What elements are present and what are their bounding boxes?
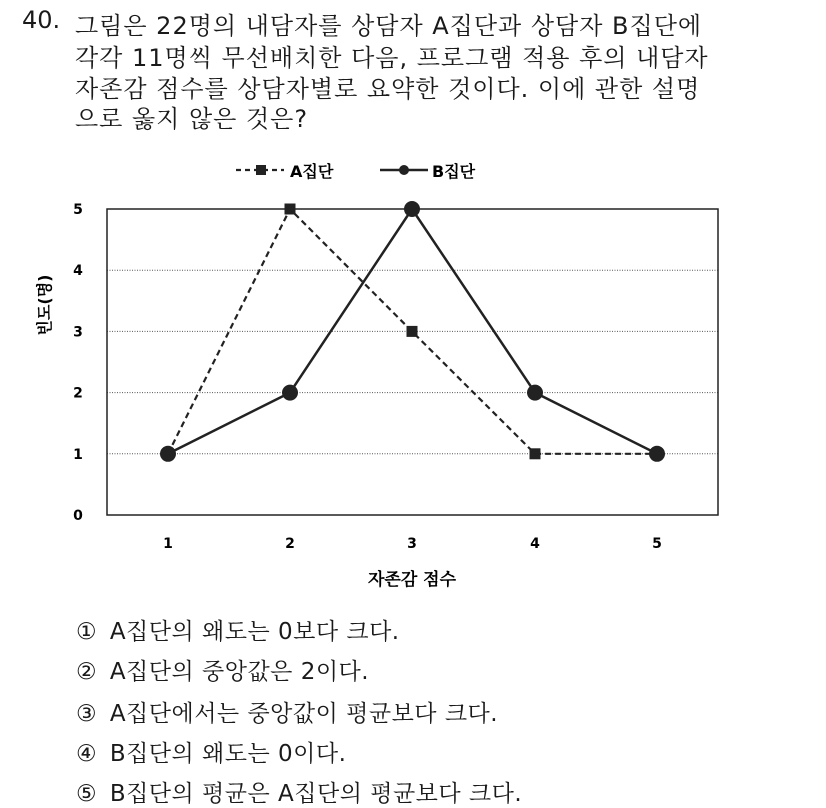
data-point-a: [407, 326, 418, 337]
x-tick-label: 3: [407, 536, 417, 552]
choice-2-text: A집단의 중앙값은 2이다.: [109, 659, 370, 685]
data-point-b: [649, 446, 665, 462]
question-line-1: 그림은 22명의 내담자를 상담자 A집단과 상담자 B집단에: [75, 12, 703, 40]
data-point-b: [404, 201, 420, 217]
x-axis-label: 자존감 점수: [367, 570, 457, 590]
choice-1-text: A집단의 왜도는 0보다 크다.: [109, 619, 400, 645]
choice-1[interactable]: [76, 613, 400, 646]
y-tick-label: 4: [73, 263, 83, 280]
question-line-3: 자존감 점수를 상담자별로 요약한 것이다. 이에 관한 설명: [75, 75, 701, 103]
data-point-b: [527, 385, 543, 401]
chart-legend: [236, 162, 476, 181]
y-tick-label: 1: [73, 446, 83, 463]
data-point-b: [282, 385, 298, 401]
choice-3-marker: ③: [76, 701, 98, 727]
y-axis-label: 빈도(명): [35, 274, 54, 336]
question-number: 40.: [22, 6, 61, 34]
choice-4-text: B집단의 왜도는 0이다.: [109, 741, 347, 767]
question-line-4: 으로 옳지 않은 것은?: [75, 105, 309, 133]
choice-1-marker: ①: [76, 619, 98, 645]
choice-4[interactable]: [76, 735, 346, 768]
legend-label-b: B집단: [432, 162, 476, 181]
x-tick-label: 2: [285, 536, 295, 552]
choice-3[interactable]: [76, 695, 498, 728]
x-tick-label: 4: [530, 536, 540, 552]
legend-marker-a: [256, 165, 266, 175]
y-tick-label: 5: [73, 202, 83, 218]
choice-2[interactable]: [76, 653, 369, 686]
choice-5-text: B집단의 평균은 A집단의 평균보다 크다.: [109, 781, 523, 807]
x-tick-label: 5: [652, 536, 662, 552]
choice-2-marker: ②: [76, 659, 98, 685]
y-tick-label: 2: [73, 385, 83, 402]
choice-5[interactable]: [76, 775, 522, 808]
choice-3-text: A집단에서는 중앙값이 평균보다 크다.: [109, 701, 499, 727]
plot-area: [107, 209, 718, 515]
choice-4-marker: ④: [76, 741, 98, 767]
y-tick-label: 0: [73, 508, 83, 524]
legend-marker-b: [399, 165, 409, 175]
choice-5-marker: ⑤: [76, 781, 98, 807]
question-line-2: 각각 11명씩 무선배치한 다음, 프로그램 적용 후의 내담자: [75, 44, 709, 72]
legend-label-a: A집단: [290, 162, 334, 181]
data-point-b: [160, 446, 176, 462]
y-tick-label: 3: [73, 324, 83, 341]
data-point-a: [530, 448, 541, 459]
data-point-a: [285, 204, 296, 215]
x-tick-label: 1: [163, 536, 173, 552]
